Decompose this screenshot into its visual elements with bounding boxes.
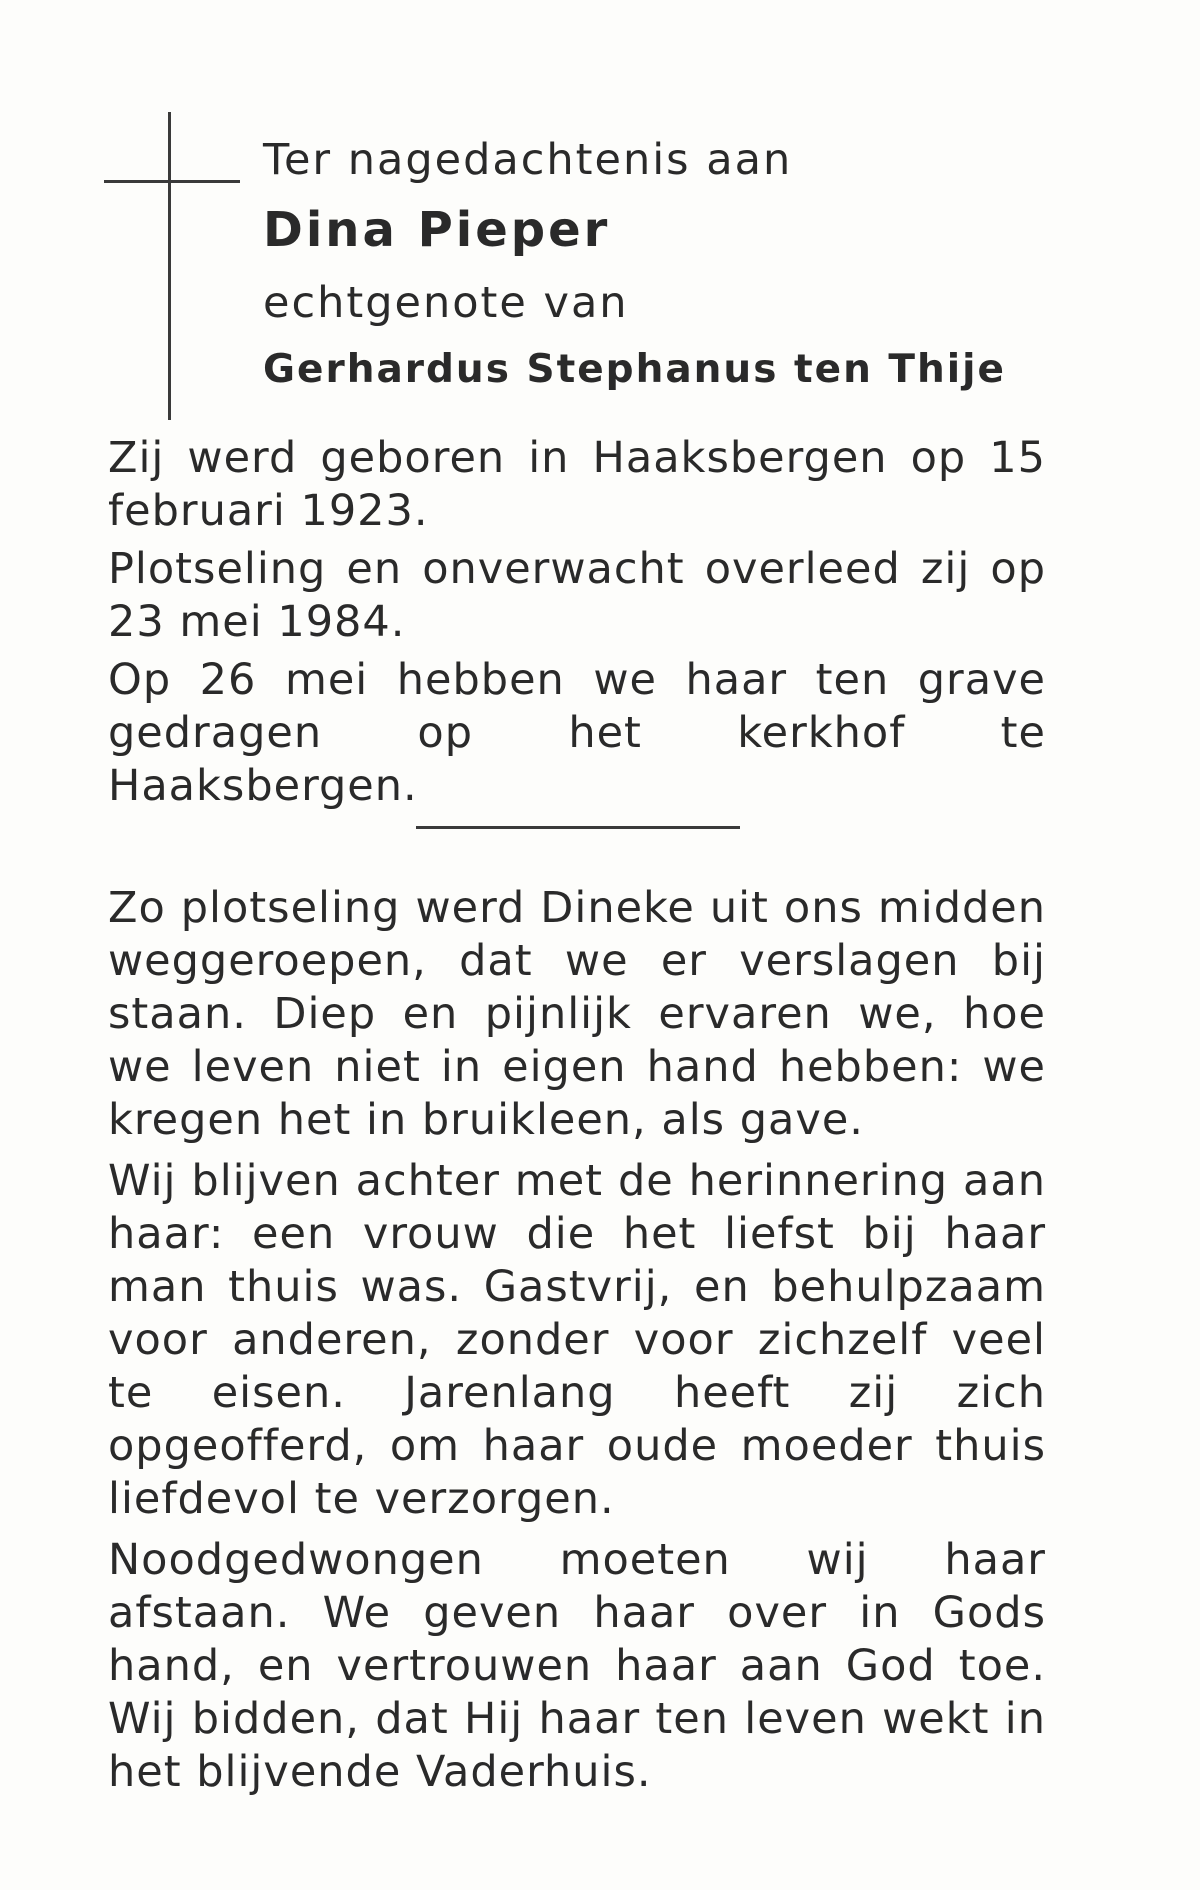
memorial-heading: Ter nagedachtenis aan (263, 135, 793, 185)
reflection-paragraph: Noodgedwongen moeten wij haar afstaan. We geven haar over in Gods hand, en vertrouwen haar aan God toe. Wij bidden, dat Hij haar ten leven wekt in het blijvende Vaderhuis. (108, 1535, 1046, 1797)
card-header (263, 130, 1043, 404)
reflection-paragraph: Wij blijven achter met de herinnering aan haar: een vrouw die het liefst bij haar man thuis was. Gastvrij, en behulpzaam voor anderen, zonder voor zichzelf veel te eisen. Jarenlang heeft zij zich opgeofferd, om haar oude moeder thuis liefdevol te verzorgen. (108, 1156, 1046, 1524)
divider-area (108, 818, 1046, 882)
death-text: Plotseling en onverwacht overleed zij op 23 mei 1984. (108, 544, 1046, 647)
burial-text: Op 26 mei hebben we haar ten grave gedragen op het kerkhof te Haaksbergen. (108, 655, 1046, 811)
spouse-label: echtgenote van (263, 278, 629, 328)
card-body (108, 432, 1046, 1807)
reflection-paragraph: Zo plotseling werd Dineke uit ons midden weggeroepen, dat we er verslagen bij staan. Diep en pijnlijk ervaren we, hoe we leven niet in eigen hand hebben: we kregen het in bruikleen, als gave. (108, 883, 1046, 1145)
spouse-name: Gerhardus Stephanus ten Thije (263, 347, 1006, 392)
divider (416, 826, 740, 829)
birth-text: Zij werd geboren in Haaksbergen op 15 februari 1923. (108, 433, 1046, 536)
cross-icon-bar (104, 180, 240, 183)
deceased-name: Dina Pieper (263, 202, 611, 258)
reflection-section (108, 882, 1046, 1799)
cross-icon (168, 112, 171, 420)
